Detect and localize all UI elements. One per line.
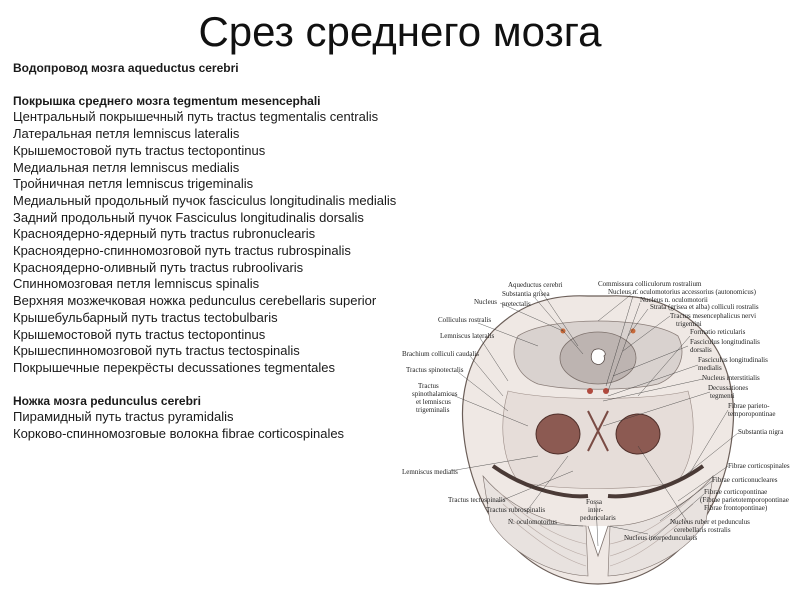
label-fossa: peduncularis: [580, 514, 616, 522]
label-nucleus-ruber: Nucleus ruber et pedunculus: [670, 518, 750, 526]
label-fibrae-corticopontinae: (Fibrae parietotemporopontinae: [700, 496, 789, 504]
label-nucleus-interpeduncularis: Nucleus interpeduncularis: [624, 534, 698, 542]
legend-item: Латеральная петля lemniscus lateralis: [13, 126, 240, 142]
legend-item: Верхняя мозжечковая ножка pedunculus cerebellaris superior: [13, 293, 377, 309]
label-tractus-tectospinalis: Tractus tectospinalis: [448, 496, 506, 504]
legend-item: Красноядерно-ядерный путь tractus rubronuclearis: [13, 226, 316, 242]
label-tractus-rubrospinalis: Tractus rubrospinalis: [486, 506, 546, 514]
label-fibrae-corticonucleares: Fibrae corticonucleares: [712, 476, 778, 484]
label-tractus-spinothalamicus: trigeminalis: [416, 406, 450, 414]
nucleus-ruber-right: [616, 414, 660, 454]
legend-item: Медиальный продольный пучок fasciculus longitudinalis medialis: [13, 192, 397, 208]
legend-item: Крышеспинномозговой путь tractus tectospinalis: [13, 343, 300, 359]
label-fibrae-parieto: Fibrae parieto-: [728, 402, 770, 410]
label-lemniscus-lateralis: Lemniscus lateralis: [440, 332, 495, 340]
label-colliculus-rostralis: Colliculus rostralis: [438, 316, 492, 324]
legend-item: Тройничная петля lemniscus trigeminalis: [13, 176, 254, 192]
legend-item: Красноядерно-спинномозговой путь tractus rubrospinalis: [13, 243, 351, 259]
label-tractus-mesencephalicus: trigemini: [676, 320, 702, 328]
label-aqueductus: Aqueductus cerebri: [508, 281, 563, 289]
label-fasciculus-dorsalis: dorsalis: [690, 346, 712, 354]
legend-item: Медиальная петля lemniscus medialis: [13, 159, 240, 175]
legend-item: Покрышечные перекрёсты decussationes tegmentales: [13, 359, 336, 375]
aqueduct-heading: Водопровод мозга aqueductus cerebri: [13, 61, 239, 75]
label-n-oculomotorius: N. oculomotorius: [508, 518, 557, 526]
tegmentum-heading: Покрышка среднего мозга tegmentum mesencephali: [13, 93, 321, 108]
legend-item: Красноядерно-оливный путь tractus rubroolivaris: [13, 259, 304, 275]
label-fibrae-parieto: temporopontinae: [728, 410, 776, 418]
label-nucleus-interstitialis: Nucleus interstitialis: [702, 374, 760, 382]
legend-item: Центральный покрышечный путь tractus tegmentalis centralis: [13, 109, 379, 125]
label-fossa: inter-: [588, 506, 604, 514]
label-nucleus-accessorius: Nucleus n. oculomotorius accessorius (autonomicus): [608, 288, 756, 296]
label-substantia-grisea: Substantia grisea: [502, 290, 550, 298]
label-tractus-mesencephalicus: Tractus mesencephalicus nervi: [670, 312, 757, 320]
legend-item: Крышемостовой путь tractus tectopontinus: [13, 142, 266, 158]
legend-item: Крышебульбарный путь tractus tectobulbaris: [13, 309, 278, 325]
label-fasciculus-medialis: Fasciculus longitudinalis: [698, 356, 768, 364]
midbrain-section-figure: [398, 276, 800, 598]
legend-text: [13, 60, 453, 443]
label-fasciculus-medialis: medialis: [698, 364, 722, 372]
peduncle-heading: Ножка мозга pedunculus cerebri: [13, 393, 201, 408]
label-nucleus-oculomotorii: Nucleus n. oculomotorii: [640, 296, 708, 304]
label-decussationes: Decussationes: [708, 384, 749, 392]
label-tractus-spinotectalis: Tractus spinotectalis: [406, 366, 464, 374]
midbrain-section-svg: [398, 276, 800, 598]
legend-item: Крышемостовой путь tractus tectopontinus: [13, 326, 266, 342]
label-substantia-nigra: Substantia nigra: [738, 428, 784, 436]
label-fibrae-corticopontinae: Fibrae corticopontinae: [704, 488, 768, 496]
label-fibrae-corticospinales: Fibrae corticospinales: [728, 462, 790, 470]
label-brachium: Brachium colliculi caudalis: [402, 350, 479, 358]
legend-item: Пирамидный путь tractus pyramidalis: [13, 409, 234, 425]
legend-item: Задний продольный пучок Fasciculus longitudinalis dorsalis: [13, 209, 364, 225]
nucleus-ruber-left: [536, 414, 580, 454]
label-fasciculus-dorsalis: Fasciculus longitudinalis: [690, 338, 760, 346]
label-nucleus-pretectalis: Nucleus: [474, 298, 497, 306]
label-strata: Strata (grisea et alba) colliculi rostralis: [650, 303, 759, 311]
label-nucleus-ruber: cerebellaris rostralis: [674, 526, 731, 534]
page-title: Срез среднего мозга: [198, 8, 602, 55]
legend-item: Корково-спинномозговые волокна fibrae corticospinales: [13, 426, 345, 442]
label-decussationes: tegmenti: [710, 392, 735, 400]
tegmentum-region: [503, 391, 693, 489]
label-tractus-spinothalamicus: spinothalamicus: [412, 390, 458, 398]
label-lemniscus-medialis: Lemniscus medialis: [402, 468, 458, 476]
oculomotor-nucleus-dot: [587, 388, 593, 394]
label-commissura: Commissura colliculorum rostralium: [598, 280, 702, 288]
label-nucleus-pretectalis: pretectalis: [502, 300, 531, 308]
label-tractus-spinothalamicus: Tractus: [418, 382, 439, 390]
label-tractus-spinothalamicus: et lemniscus: [416, 398, 451, 406]
label-fibrae-corticopontinae: Fibrae frontopontinae): [704, 504, 768, 512]
legend-item: Спинномозговая петля lemniscus spinalis: [13, 276, 260, 292]
label-formatio-reticularis: Formatio reticularis: [690, 328, 746, 336]
label-fossa: Fossa: [586, 498, 602, 506]
aqueduct: [591, 349, 605, 365]
